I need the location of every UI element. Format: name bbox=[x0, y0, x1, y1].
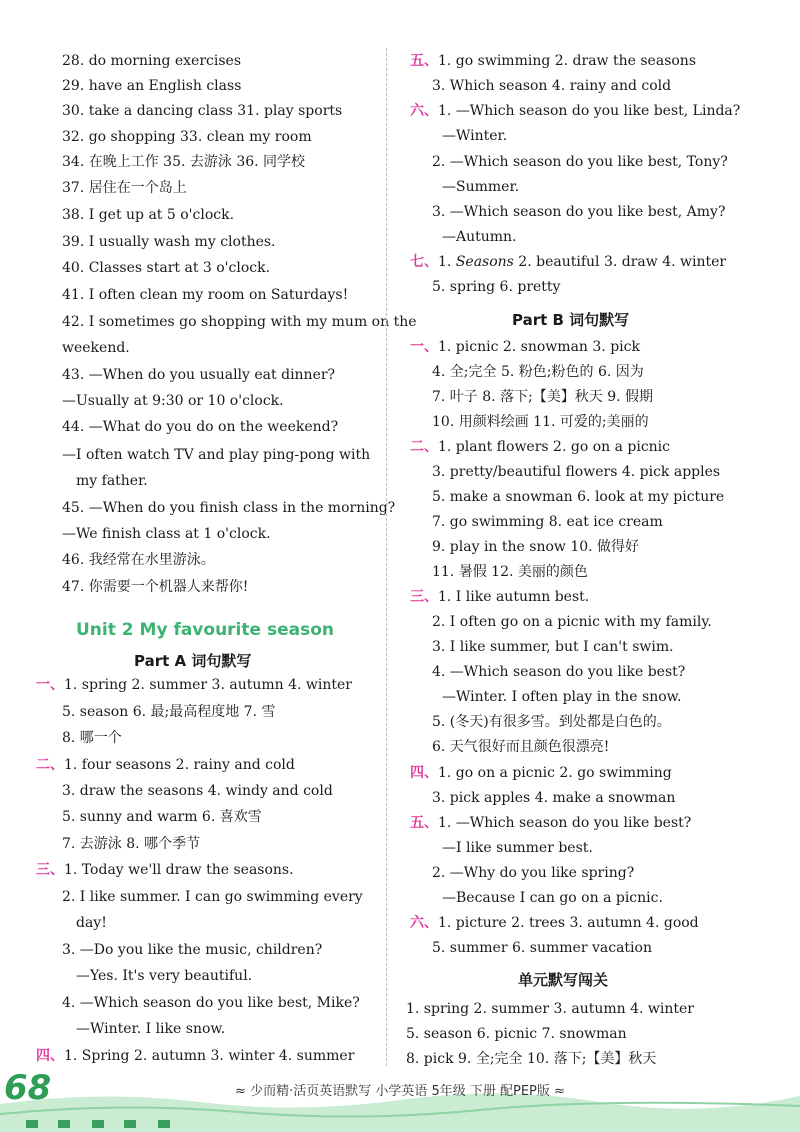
footer-square-decoration bbox=[92, 1120, 104, 1128]
section-marker: 二、 bbox=[36, 757, 64, 773]
answer-text: day! bbox=[76, 915, 107, 931]
answer-line bbox=[442, 839, 593, 857]
answer-line bbox=[442, 228, 517, 246]
footer-square-decoration bbox=[124, 1120, 136, 1128]
answer-line bbox=[62, 888, 363, 906]
answer-text: 10. 用颜料绘画 11. 可爱的;美丽的 bbox=[432, 414, 649, 430]
answer-text: —We finish class at 1 o'clock. bbox=[62, 526, 271, 542]
answer-line bbox=[410, 588, 589, 606]
section-marker: 七、 bbox=[410, 254, 438, 270]
answer-text: 37. 居住在一个岛上 bbox=[62, 180, 187, 196]
answer-line bbox=[432, 713, 671, 731]
answer-line bbox=[442, 889, 663, 907]
answer-line bbox=[432, 388, 653, 406]
answer-text: 11. 暑假 12. 美丽的颜色 bbox=[432, 564, 588, 580]
answer-text: 2. —Why do you like spring? bbox=[432, 865, 635, 881]
answer-line bbox=[36, 756, 295, 774]
answer-text: 5. (冬天)有很多雪。到处都是白色的。 bbox=[432, 714, 671, 730]
section-marker: 三、 bbox=[410, 589, 438, 605]
answer-text: 5. spring 6. pretty bbox=[432, 279, 561, 295]
answer-line bbox=[62, 313, 417, 331]
answer-line bbox=[62, 52, 241, 70]
answer-line bbox=[62, 392, 284, 410]
answer-line bbox=[62, 259, 270, 277]
answer-text: 3. pick apples 4. make a snowman bbox=[432, 790, 676, 806]
answer-line bbox=[62, 286, 348, 304]
answer-line bbox=[410, 438, 670, 456]
answer-line bbox=[62, 499, 395, 517]
answer-line bbox=[62, 941, 322, 959]
answer-line bbox=[432, 153, 728, 171]
answer-text: 1. Spring 2. autumn 3. winter 4. summer bbox=[64, 1048, 355, 1064]
answer-line bbox=[62, 446, 370, 464]
answer-line bbox=[62, 153, 305, 171]
answer-line bbox=[62, 729, 122, 747]
answer-text: 3. —Which season do you like best, Amy? bbox=[432, 204, 726, 220]
answer-line bbox=[62, 835, 200, 853]
answer-line bbox=[410, 253, 726, 271]
answer-text: 4. —Which season do you like best? bbox=[432, 664, 686, 680]
footer-square-decoration bbox=[26, 1120, 38, 1128]
answer-text: —Winter. I often play in the snow. bbox=[442, 689, 682, 705]
section-marker: 六、 bbox=[410, 103, 438, 119]
answer-line bbox=[62, 366, 335, 384]
answer-text: 9. play in the snow 10. 做得好 bbox=[432, 539, 640, 555]
answer-text: 1. picnic 2. snowman 3. pick bbox=[438, 339, 640, 355]
answer-text: 3. draw the seasons 4. windy and cold bbox=[62, 783, 333, 799]
answer-line bbox=[62, 77, 241, 95]
answer-line bbox=[62, 525, 271, 543]
answer-text: 44. —What do you do on the weekend? bbox=[62, 419, 339, 435]
answer-line bbox=[62, 994, 360, 1012]
footer-text: ≈ 少而精·活页英语默写 小学英语 5年级 下册 配PEP版 ≈ bbox=[235, 1084, 565, 1099]
answer-text: 1. Seasons 2. beautiful 3. draw 4. winter bbox=[438, 254, 727, 270]
answer-text: 3. I like summer, but I can't swim. bbox=[432, 639, 674, 655]
answer-text: 5. make a snowman 6. look at my picture bbox=[432, 489, 725, 505]
answer-line bbox=[36, 1047, 354, 1065]
answer-line bbox=[442, 178, 519, 196]
answer-line bbox=[62, 233, 276, 251]
section-marker: 二、 bbox=[410, 439, 438, 455]
answer-line bbox=[432, 638, 674, 656]
answer-text: —I like summer best. bbox=[442, 840, 593, 856]
answer-line bbox=[410, 764, 672, 782]
answer-text: 6. 天气很好而且颜色很漂亮! bbox=[432, 739, 610, 755]
answer-line bbox=[432, 463, 720, 481]
answer-text: 1. —Which season do you like best? bbox=[438, 815, 692, 831]
answer-line bbox=[410, 52, 696, 70]
answer-text: 5. season 6. 最;最高程度地 7. 雪 bbox=[62, 704, 276, 720]
answer-text: 5. summer 6. summer vacation bbox=[432, 940, 652, 956]
answer-line bbox=[432, 864, 634, 882]
answer-line bbox=[432, 613, 712, 631]
answer-text: 28. do morning exercises bbox=[62, 53, 242, 69]
answer-text: —Usually at 9:30 or 10 o'clock. bbox=[62, 393, 284, 409]
answer-line bbox=[62, 206, 234, 224]
answer-line bbox=[410, 814, 691, 832]
answer-text: 2. —Which season do you like best, Tony? bbox=[432, 154, 728, 170]
answer-line bbox=[62, 808, 262, 826]
answer-text: 1. I like autumn best. bbox=[438, 589, 590, 605]
answer-line bbox=[62, 102, 342, 120]
answer-text: 2. I like summer. I can go swimming every bbox=[62, 889, 363, 905]
answer-text: 5. sunny and warm 6. 喜欢雪 bbox=[62, 809, 262, 825]
answer-line bbox=[442, 688, 681, 706]
answer-line bbox=[432, 413, 649, 431]
page-footer bbox=[0, 1066, 800, 1132]
page-number: 68 bbox=[4, 1068, 52, 1108]
answer-text: 34. 在晚上工作 35. 去游泳 36. 同学校 bbox=[62, 154, 306, 170]
part-b-title: Part B 词句默写 bbox=[512, 311, 630, 329]
answer-line bbox=[36, 676, 352, 694]
answer-text: —I often watch TV and play ping-pong with bbox=[62, 447, 371, 463]
section-marker: 六、 bbox=[410, 915, 438, 931]
answer-text: 8. pick 9. 全;完全 10. 落下;【美】秋天 bbox=[406, 1051, 657, 1067]
answer-text: —Winter. I like snow. bbox=[76, 1021, 226, 1037]
answer-text: 1. spring 2. summer 3. autumn 4. winter bbox=[64, 677, 352, 693]
column-divider bbox=[386, 48, 387, 1066]
answer-text: 7. go swimming 8. eat ice cream bbox=[432, 514, 663, 530]
answer-text: 3. pretty/beautiful flowers 4. pick apples bbox=[432, 464, 721, 480]
answer-line bbox=[410, 338, 640, 356]
answer-line bbox=[432, 488, 724, 506]
answer-line bbox=[442, 127, 507, 145]
answer-line bbox=[432, 789, 675, 807]
answer-text: 38. I get up at 5 o'clock. bbox=[62, 207, 235, 223]
answer-text: 1. picture 2. trees 3. autumn 4. good bbox=[438, 915, 699, 931]
italic-word: Seasons bbox=[455, 254, 514, 270]
unit-title: Unit 2 My favourite season bbox=[76, 620, 334, 640]
answer-line bbox=[432, 77, 671, 95]
answer-line bbox=[410, 914, 699, 932]
answer-text: 40. Classes start at 3 o'clock. bbox=[62, 260, 271, 276]
answer-line bbox=[432, 363, 644, 381]
answer-line bbox=[62, 782, 333, 800]
answer-text: —Autumn. bbox=[442, 229, 517, 245]
answer-line bbox=[432, 278, 560, 296]
answer-line bbox=[406, 1025, 627, 1043]
answer-text: 1. four seasons 2. rainy and cold bbox=[64, 757, 295, 773]
answer-text: 1. spring 2. summer 3. autumn 4. winter bbox=[406, 1001, 694, 1017]
answer-text: 1. plant flowers 2. go on a picnic bbox=[438, 439, 671, 455]
answer-text: 3. Which season 4. rainy and cold bbox=[432, 78, 672, 94]
answer-text: 4. —Which season do you like best, Mike? bbox=[62, 995, 360, 1011]
answer-line bbox=[432, 939, 652, 957]
answer-line bbox=[62, 179, 187, 197]
answer-text: 5. season 6. picnic 7. snowman bbox=[406, 1026, 627, 1042]
answer-text: 45. —When do you finish class in the morning? bbox=[62, 500, 396, 516]
section-marker: 五、 bbox=[410, 53, 438, 69]
answer-line bbox=[62, 418, 338, 436]
answer-text: 47. 你需要一个机器人来帮你! bbox=[62, 579, 249, 595]
answer-line bbox=[406, 1000, 694, 1018]
answer-text: 7. 叶子 8. 落下;【美】秋天 9. 假期 bbox=[432, 389, 654, 405]
answer-text: 41. I often clean my room on Saturdays! bbox=[62, 287, 349, 303]
answer-text: —Summer. bbox=[442, 179, 520, 195]
answer-line bbox=[432, 738, 609, 756]
answer-text: 3. —Do you like the music, children? bbox=[62, 942, 323, 958]
answer-text: 1. go swimming 2. draw the seasons bbox=[438, 53, 697, 69]
answer-line bbox=[432, 538, 639, 556]
answer-text: 32. go shopping 33. clean my room bbox=[62, 129, 312, 145]
answer-text: 42. I sometimes go shopping with my mum on the bbox=[62, 314, 417, 330]
section-marker: 五、 bbox=[410, 815, 438, 831]
answer-line bbox=[36, 861, 294, 879]
answer-text: 1. —Which season do you like best, Linda? bbox=[438, 103, 741, 119]
answer-text: weekend. bbox=[62, 340, 130, 356]
footer-square-decoration bbox=[158, 1120, 170, 1128]
answer-line bbox=[76, 914, 107, 932]
answer-text: 2. I often go on a picnic with my family. bbox=[432, 614, 712, 630]
unit-check-title: 单元默写闯关 bbox=[518, 971, 609, 989]
answer-text: —Winter. bbox=[442, 128, 508, 144]
answer-text: 4. 全;完全 5. 粉色;粉色的 6. 因为 bbox=[432, 364, 644, 380]
answer-line bbox=[62, 703, 276, 721]
answer-line bbox=[62, 339, 130, 357]
answer-text: 39. I usually wash my clothes. bbox=[62, 234, 276, 250]
answer-text: —Yes. It's very beautiful. bbox=[76, 968, 253, 984]
answer-line bbox=[432, 513, 663, 531]
section-marker: 四、 bbox=[410, 765, 438, 781]
footer-square-decoration bbox=[58, 1120, 70, 1128]
answer-text: 46. 我经常在水里游泳。 bbox=[62, 552, 215, 568]
answer-line bbox=[410, 102, 740, 120]
answer-line bbox=[76, 472, 148, 490]
answer-text: 30. take a dancing class 31. play sports bbox=[62, 103, 343, 119]
answer-text: —Because I can go on a picnic. bbox=[442, 890, 663, 906]
section-marker: 四、 bbox=[36, 1048, 64, 1064]
answer-line bbox=[62, 578, 248, 596]
section-marker: 三、 bbox=[36, 862, 64, 878]
answer-line bbox=[62, 551, 215, 569]
section-marker: 一、 bbox=[410, 339, 438, 355]
answer-line bbox=[432, 563, 588, 581]
answer-text: 1. go on a picnic 2. go swimming bbox=[438, 765, 672, 781]
answer-line bbox=[432, 663, 685, 681]
answer-text: 43. —When do you usually eat dinner? bbox=[62, 367, 336, 383]
answer-line bbox=[76, 967, 252, 985]
answer-text: 29. have an English class bbox=[62, 78, 242, 94]
answer-text: 1. Today we'll draw the seasons. bbox=[64, 862, 294, 878]
answer-text: my father. bbox=[76, 473, 148, 489]
part-a-title: Part A 词句默写 bbox=[134, 652, 252, 670]
answer-line bbox=[62, 128, 312, 146]
section-marker: 一、 bbox=[36, 677, 64, 693]
answer-text: 8. 哪一个 bbox=[62, 730, 122, 746]
answer-line bbox=[432, 203, 725, 221]
answer-line bbox=[76, 1020, 225, 1038]
answer-text: 7. 去游泳 8. 哪个季节 bbox=[62, 836, 201, 852]
